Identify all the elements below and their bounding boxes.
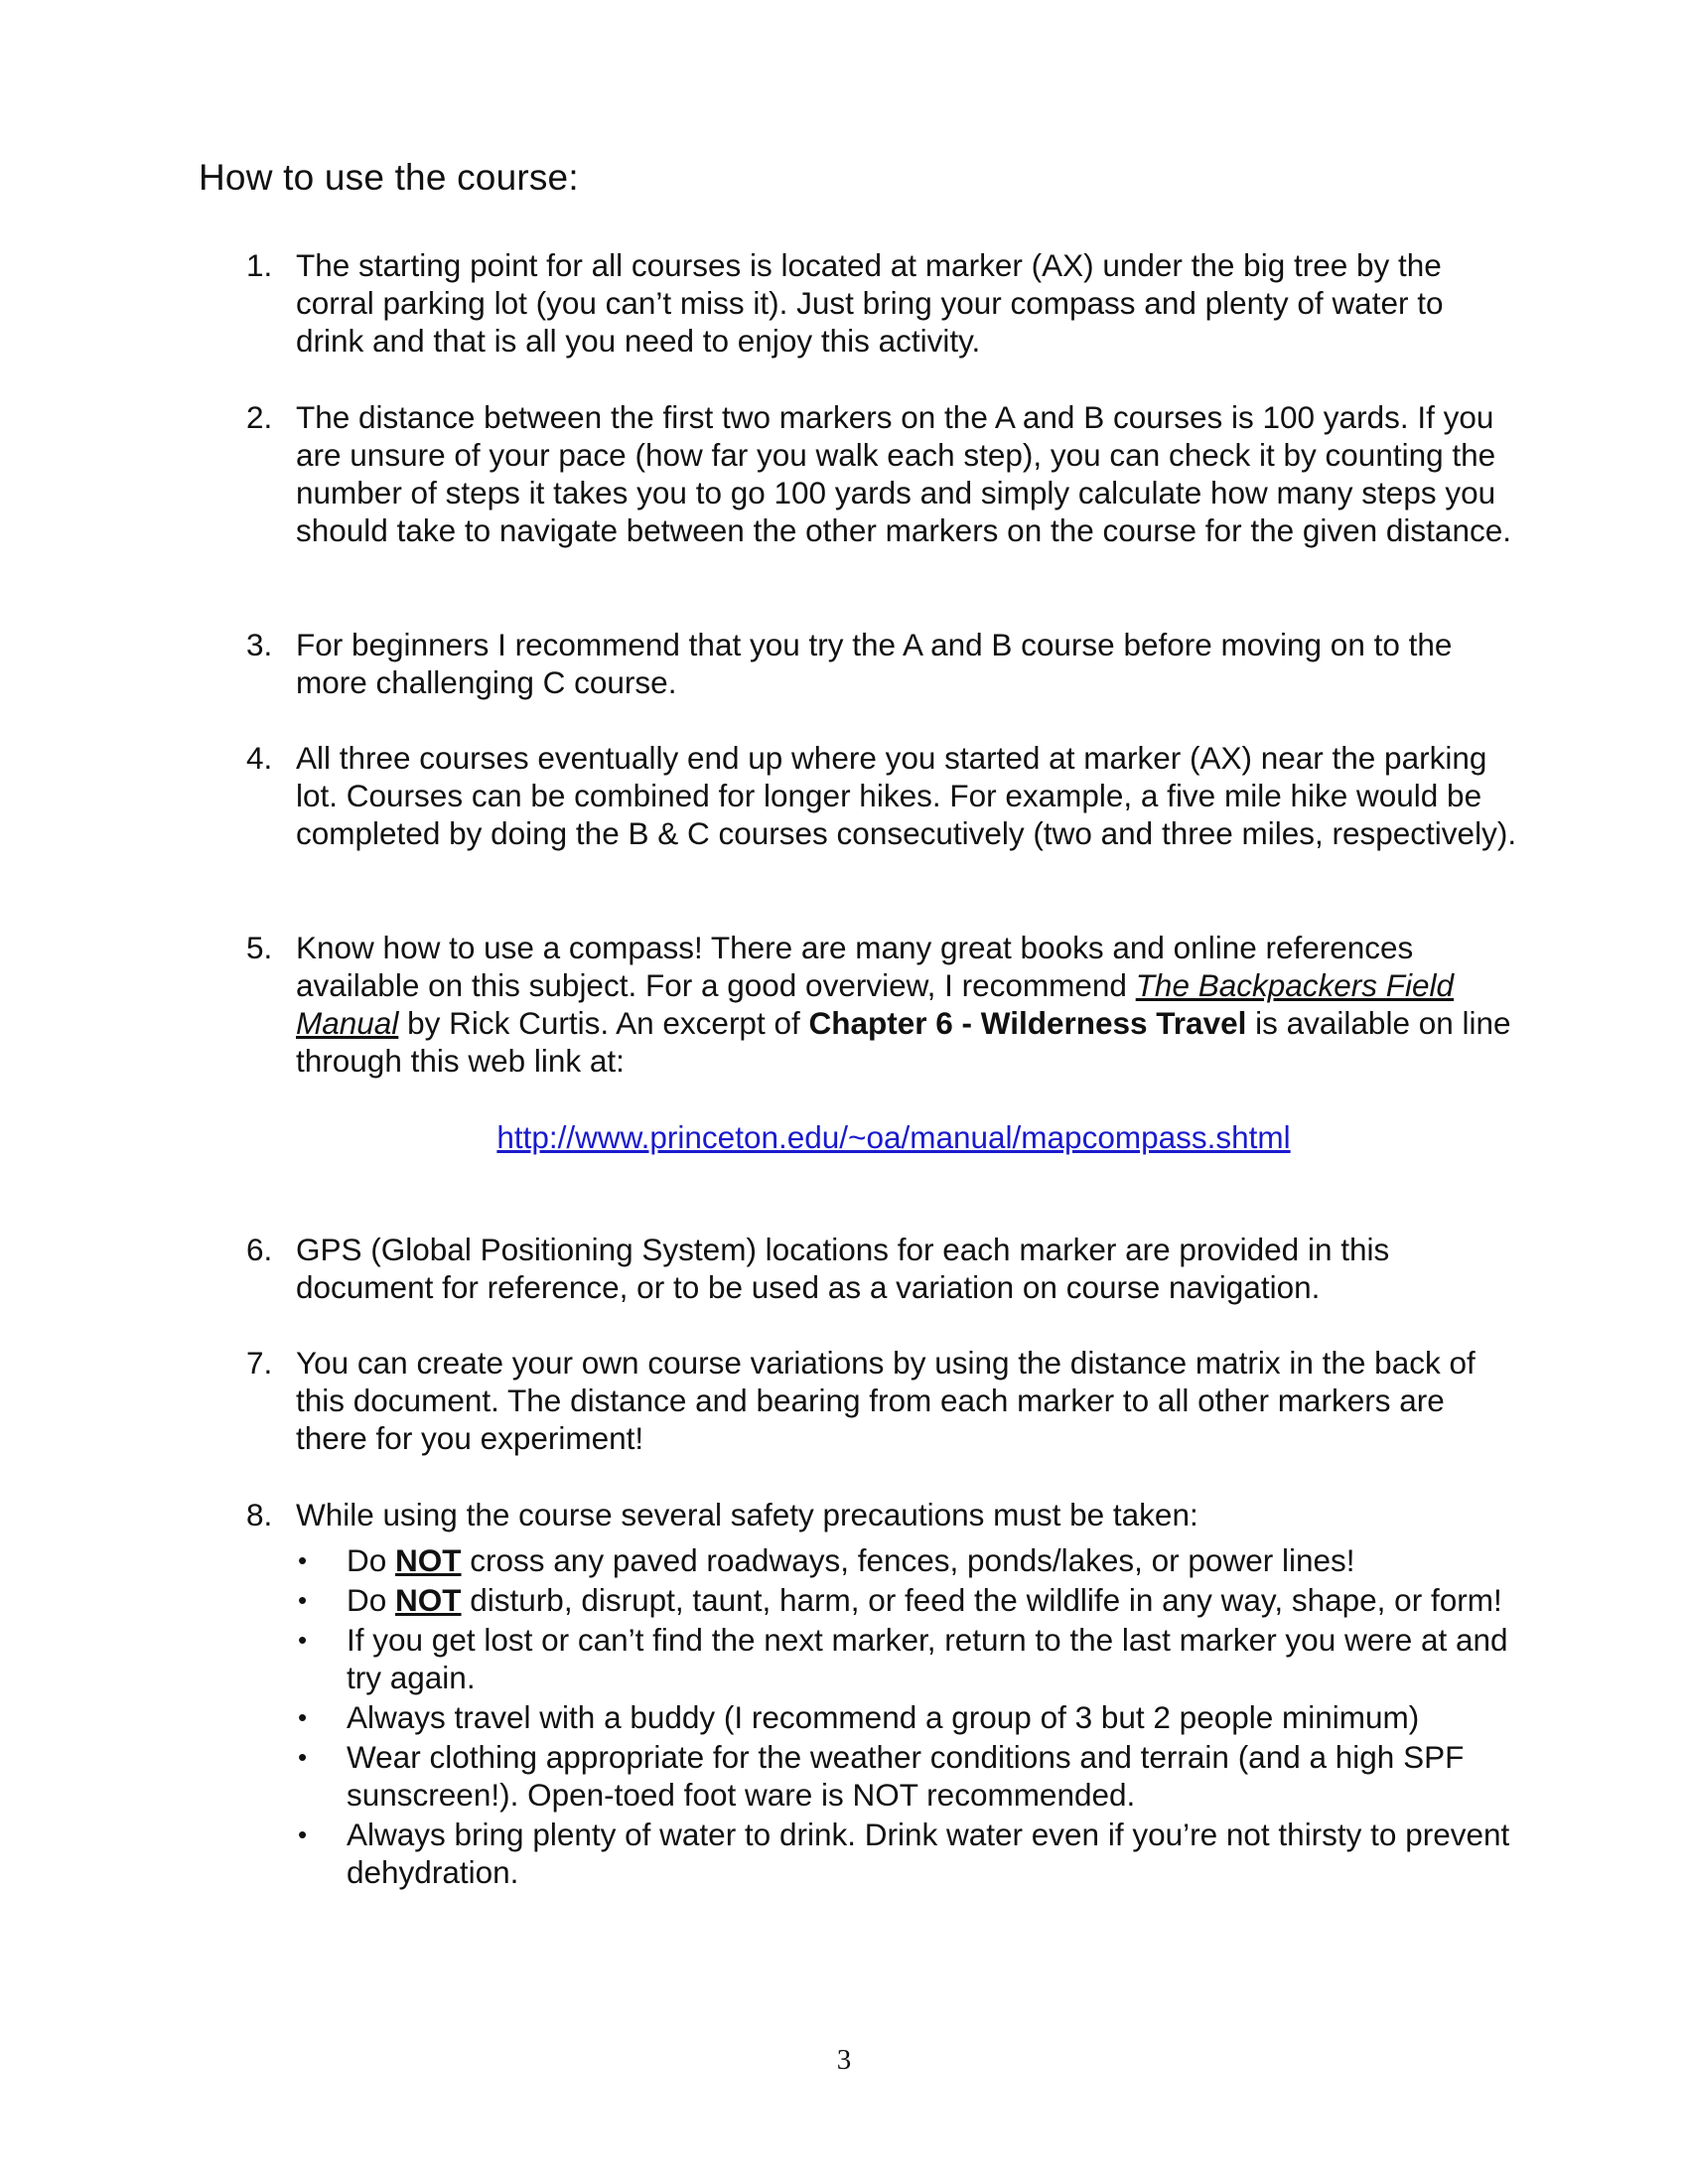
item-number: 5.: [246, 930, 273, 965]
safety-item: [296, 1698, 1537, 1736]
item-text: The starting point for all courses is located at marker (AX) under the big tree by the corral parking lot (you can’t miss it). Just bring your compass and plenty of water to drink and that is all you need to enjoy this activity.: [296, 247, 1444, 359]
item-text-part: by Rick Curtis. An excerpt of: [398, 1005, 809, 1041]
section-heading: How to use the course:: [199, 157, 579, 198]
emphasis: NOT: [395, 1542, 462, 1578]
item-text: GPS (Global Positioning System) locations for each marker are provided in this document for reference, or to be used as a variation on course navigation.: [296, 1232, 1390, 1305]
safety-item: [296, 1541, 1537, 1579]
item-number: 3.: [246, 627, 273, 662]
safety-item: [296, 1816, 1537, 1891]
bullet-icon: •: [298, 1625, 308, 1655]
safety-item: [296, 1738, 1537, 1814]
safety-text-part: Do: [347, 1542, 396, 1578]
safety-list: [296, 1541, 1537, 1893]
item-text: While using the course several safety precautions must be taken:: [296, 1497, 1198, 1532]
item-number: 1.: [246, 247, 273, 283]
web-link-row: [0, 1118, 1688, 1156]
page-number: 3: [836, 2044, 852, 2076]
safety-text-part: disturb, disrupt, taunt, harm, or feed the wildlife in any way, shape, or form!: [461, 1582, 1502, 1618]
item-number: 6.: [246, 1232, 273, 1267]
safety-text: If you get lost or can’t find the next marker, return to the last marker you were at and try again.: [347, 1622, 1508, 1695]
item-number: 4.: [246, 740, 273, 776]
safety-text-part: cross any paved roadways, fences, ponds/lakes, or power lines!: [461, 1542, 1355, 1578]
bullet-icon: •: [298, 1702, 308, 1732]
bullet-icon: •: [298, 1742, 308, 1772]
bullet-icon: •: [298, 1585, 308, 1615]
safety-text: Wear clothing appropriate for the weather conditions and terrain (and a high SPF sunscreen!). Open-toed foot ware is NOT recommended.: [347, 1739, 1465, 1813]
item-number: 8.: [246, 1497, 273, 1532]
emphasis: NOT: [395, 1582, 462, 1618]
bullet-icon: •: [298, 1820, 308, 1849]
safety-item: [296, 1581, 1537, 1619]
item-number: 7.: [246, 1345, 273, 1381]
safety-text: Always travel with a buddy (I recommend a group of 3 but 2 people minimum): [347, 1699, 1420, 1735]
book-title: The Backpackers Field Manual: [296, 967, 1455, 1041]
item-text: The distance between the first two markers on the A and B courses is 100 yards. If you are unsure of your pace (how far you walk each step), you can check it by counting the number of steps it takes you to go 100 yards and simply calculate how many steps you should take to navigate between the other markers on the course for the given distance.: [296, 399, 1511, 548]
safety-text: Always bring plenty of water to drink. Drink water even if you’re not thirsty to prevent dehydration.: [347, 1817, 1510, 1890]
chapter-title: Chapter 6 - Wilderness Travel: [808, 1005, 1247, 1041]
item-text: You can create your own course variations by using the distance matrix in the back of this document. The distance and bearing from each marker to all other markers are there for you experiment!: [296, 1345, 1476, 1456]
safety-item: [296, 1621, 1537, 1696]
item-text-part: Know how to use a compass! There are many great books and online references available on this subject. For a good overview, I recommend: [296, 930, 1414, 1003]
web-link[interactable]: http://www.princeton.edu/~oa/manual/mapcompass.shtml: [496, 1119, 1291, 1155]
item-number: 2.: [246, 399, 273, 435]
safety-text-part: Do: [347, 1582, 396, 1618]
item-text: [296, 929, 1517, 1080]
item-text-part: is available on line through this web link at:: [296, 1005, 1511, 1079]
bullet-icon: •: [298, 1545, 308, 1575]
item-text: For beginners I recommend that you try the A and B course before moving on to the more challenging C course.: [296, 627, 1453, 700]
item-text: All three courses eventually end up where you started at marker (AX) near the parking lot. Courses can be combined for longer hikes. For example, a five mile hike would be completed by doing the B & C courses consecutively (two and three miles, respectively).: [296, 740, 1517, 851]
